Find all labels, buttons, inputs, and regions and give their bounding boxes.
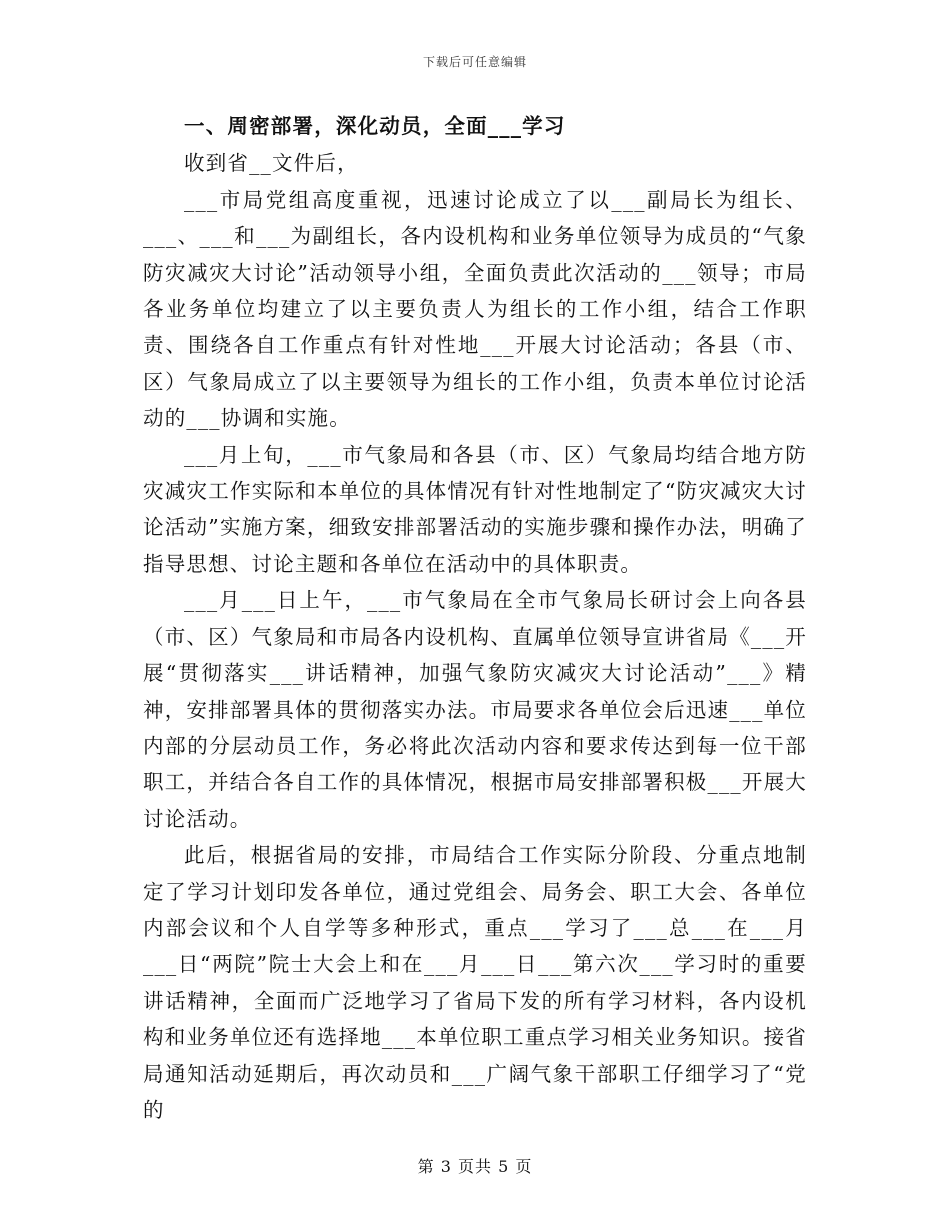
paragraph: 此后，根据省局的安排，市局结合工作实际分阶段、分重点地制定了学习计划印发各单位，通过党组会、局务会、职工大会、各单位内部会议和个人自学等多种形式，重点___学习了___总___在___月___日“两院”院士大会上和在___月___日___第六次___学习时的重要讲话精神，全面而广泛地学习了省局下发的所有学习材料，各内设机构和业务单位还有选择地___本单位职工重点学习相关业务知识。接省局通知活动延期后，再次动员和___广阔气象干部职工仔细学习了“党的	[143, 843, 807, 1122]
document-body	[143, 108, 807, 1128]
paragraph: ___月___日上午，___市气象局在全市气象局长研讨会上向各县（市、区）气象局和市局各内设机构、直属单位领导宣讲省局《___开展“贯彻落实___讲话精神，加强气象防灾减灾大讨论活动”___》精神，安排部署具体的贯彻落实办法。市局要求各单位会后迅速___单位内部的分层动员工作，务必将此次活动内容和要求传达到每一位干部职工，并结合各自工作的具体情况，根据市局安排部署积极___开展大讨论活动。	[143, 588, 807, 831]
section-heading: 一、周密部署，深化动员，全面___学习	[184, 114, 566, 138]
page-number: 第 3 页共 5 页	[417, 1157, 533, 1176]
paragraph: ___月上旬，___市气象局和各县（市、区）气象局均结合地方防灾减灾工作实际和本单位的具体情况有针对性地制定了“防灾减灾大讨论活动”实施方案，细致安排部署活动的实施步骤和操作办法，明确了指导思想、讨论主题和各单位在活动中的具体职责。	[143, 442, 807, 576]
page-header-note: 下载后可任意编辑	[422, 55, 527, 69]
paragraph: ___市局党组高度重视，迅速讨论成立了以___副局长为组长、___、___和___为副组长，各内设机构和业务单位领导为成员的“气象防灾减灾大讨论”活动领导小组，全面负责此次活动的___领导；市局各业务单位均建立了以主要负责人为组长的工作小组，结合工作职责、围绕各自工作重点有针对性地___开展大讨论活动；各县（市、区）气象局成立了以主要领导为组长的工作小组，负责本单位讨论活动的___协调和实施。	[143, 187, 807, 431]
paragraph: 收到省__文件后，	[184, 151, 359, 176]
